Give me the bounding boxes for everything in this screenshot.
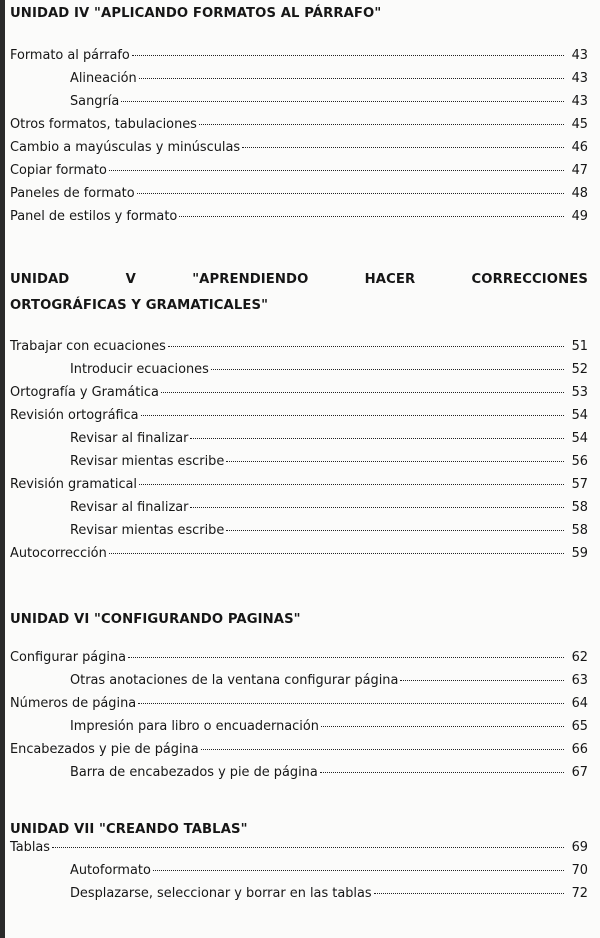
toc-entry-page-number: 56 [571,454,588,469]
toc-entry-page-number: 70 [571,863,588,878]
dot-leader [190,507,564,508]
dot-leader [137,193,564,194]
toc-entry-label: Sangría [70,94,120,109]
toc-entry-page-number: 46 [571,140,588,155]
heading-word: V [125,272,136,287]
toc-entry-page-number: 43 [571,71,588,86]
toc-list [10,840,588,909]
toc-list [10,339,588,569]
dot-leader [141,415,564,416]
toc-entry [10,696,588,719]
toc-entry [10,385,588,408]
toc-entry [10,339,588,362]
toc-entry-label: Autoformato [70,863,151,878]
toc-entry-page-number: 63 [571,673,588,688]
dot-leader [211,369,564,370]
toc-entry-label: Encabezados y pie de página [10,742,199,757]
dot-leader [161,392,564,393]
toc-entry [10,140,588,163]
toc-entry [10,117,588,140]
toc-entry-page-number: 51 [571,339,588,354]
unit-heading: UNIDAD VI "CONFIGURANDO PAGINAS" [10,612,301,627]
dot-leader [109,170,564,171]
heading-word: UNIDAD [10,272,70,287]
toc-entry [10,71,588,94]
toc-entry [10,477,588,500]
toc-entry-page-number: 57 [571,477,588,492]
unit-heading: UNIDAD IV "APLICANDO FORMATOS AL PÁRRAFO" [10,6,382,21]
toc-entry-label: Números de página [10,696,137,711]
toc-entry-label: Tablas [10,840,51,855]
dot-leader [132,55,564,56]
toc-entry-page-number: 53 [571,385,588,400]
toc-entry-label: Autocorrección [10,546,107,561]
toc-entry-label: Revisión ortográfica [10,408,139,423]
dot-leader [226,530,564,531]
toc-entry-label: Introducir ecuaciones [70,362,209,377]
toc-entry-page-number: 54 [571,431,588,446]
toc-entry [10,523,588,546]
dot-leader [52,847,564,848]
dot-leader [153,870,564,871]
unit-heading [10,270,588,290]
unit-heading-line2: ORTOGRÁFICAS Y GRAMATICALES" [10,298,269,313]
toc-entry [10,673,588,696]
toc-entry [10,209,588,232]
toc-entry-label: Alineación [70,71,137,86]
toc-entry [10,500,588,523]
toc-entry-page-number: 43 [571,94,588,109]
toc-entry [10,186,588,209]
heading-word: "APRENDIENDO [192,272,309,287]
toc-entry-label: Barra de encabezados y pie de página [70,765,318,780]
toc-entry-page-number: 65 [571,719,588,734]
toc-entry-page-number: 66 [571,742,588,757]
dot-leader [139,78,564,79]
toc-entry-page-number: 47 [571,163,588,178]
toc-entry [10,765,588,788]
toc-entry-label: Configurar página [10,650,127,665]
dot-leader [190,438,564,439]
toc-entry-page-number: 59 [571,546,588,561]
dot-leader [139,484,564,485]
toc-entry [10,650,588,673]
page-edge [0,0,5,938]
toc-entry-page-number: 72 [571,886,588,901]
toc-entry-page-number: 58 [571,500,588,515]
dot-leader [121,101,564,102]
dot-leader [168,346,564,347]
toc-entry-label: Revisar al finalizar [70,500,189,515]
toc-entry-label: Ortografía y Gramática [10,385,159,400]
toc-entry [10,886,588,909]
toc-entry-label: Formato al párrafo [10,48,130,63]
dot-leader [179,216,564,217]
dot-leader [320,772,564,773]
toc-list [10,650,588,788]
toc-entry-label: Revisar al finalizar [70,431,189,446]
toc-entry-page-number: 64 [571,696,588,711]
toc-entry-label: Trabajar con ecuaciones [10,339,166,354]
toc-entry-label: Revisar mientas escribe [70,454,225,469]
heading-word: CORRECCIONES [471,272,588,287]
toc-entry-label: Revisión gramatical [10,477,138,492]
toc-entry [10,431,588,454]
toc-entry [10,863,588,886]
toc-entry-label: Cambio a mayúsculas y minúsculas [10,140,241,155]
toc-entry-label: Copiar formato [10,163,107,178]
toc-entry [10,742,588,765]
dot-leader [109,553,564,554]
dot-leader [321,726,564,727]
dot-leader [138,703,564,704]
toc-entry [10,840,588,863]
toc-entry-label: Revisar mientas escribe [70,523,225,538]
heading-word: HACER [364,272,416,287]
toc-entry-page-number: 67 [571,765,588,780]
toc-entry-page-number: 62 [571,650,588,665]
toc-entry-page-number: 58 [571,523,588,538]
toc-entry-label: Otros formatos, tabulaciones [10,117,197,132]
toc-entry-label: Impresión para libro o encuadernación [70,719,319,734]
toc-entry [10,719,588,742]
dot-leader [374,893,564,894]
dot-leader [242,147,564,148]
toc-entry-label: Desplazarse, seleccionar y borrar en las tablas [70,886,372,901]
dot-leader [201,749,564,750]
toc-entry [10,362,588,385]
toc-entry-label: Panel de estilos y formato [10,209,178,224]
toc-entry-page-number: 45 [571,117,588,132]
dot-leader [199,124,564,125]
toc-entry [10,94,588,117]
toc-entry-page-number: 43 [571,48,588,63]
toc-entry-page-number: 52 [571,362,588,377]
toc-entry [10,163,588,186]
toc-list [10,48,588,232]
toc-entry-page-number: 69 [571,840,588,855]
toc-entry-page-number: 49 [571,209,588,224]
dot-leader [400,680,564,681]
toc-entry-label: Paneles de formato [10,186,135,201]
toc-entry [10,546,588,569]
dot-leader [226,461,564,462]
toc-entry [10,454,588,477]
dot-leader [128,657,564,658]
toc-entry [10,408,588,431]
toc-entry-page-number: 48 [571,186,588,201]
toc-entry-label: Otras anotaciones de la ventana configurar página [70,673,399,688]
toc-entry-page-number: 54 [571,408,588,423]
unit-heading: UNIDAD VII "CREANDO TABLAS" [10,822,248,837]
toc-entry [10,48,588,71]
